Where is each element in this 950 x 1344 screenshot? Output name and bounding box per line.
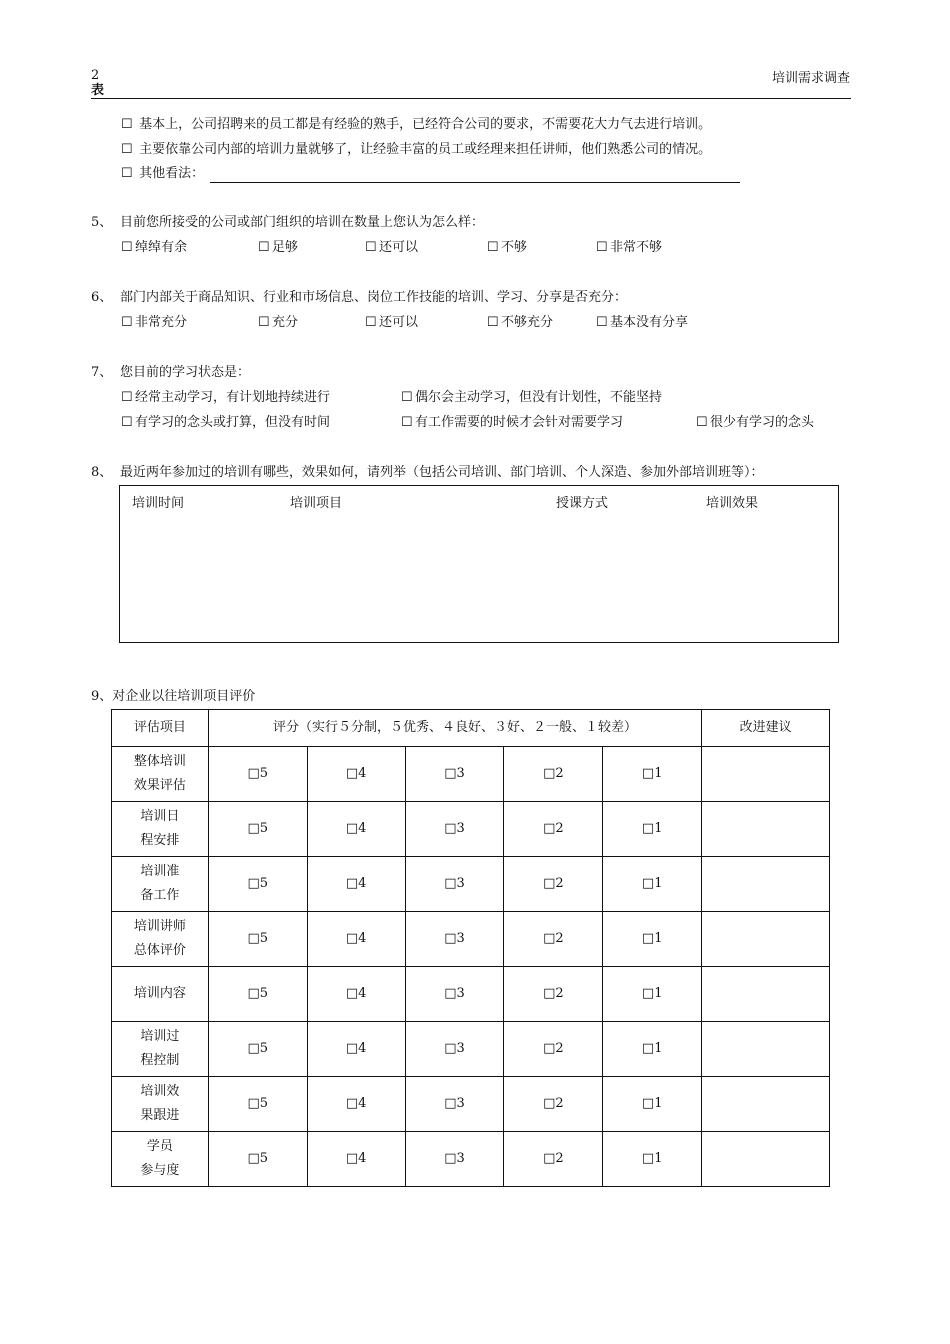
option-label: 偶尔会主动学习，但没有计划性，不能坚持 [415, 390, 663, 405]
column-header-method: 授课方式 [556, 496, 609, 511]
score-5-checkbox[interactable]: □5 [208, 747, 307, 802]
q6-question [91, 289, 627, 307]
q5-question [91, 214, 484, 232]
score-2-checkbox[interactable]: □2 [504, 802, 603, 857]
table-row [112, 912, 830, 967]
score-3-checkbox[interactable]: □3 [405, 802, 504, 857]
q7-option[interactable] [121, 414, 330, 432]
q6-option[interactable] [487, 314, 553, 332]
table-row [112, 857, 830, 912]
score-3-checkbox[interactable]: □3 [405, 912, 504, 967]
option-label: 充分 [272, 315, 299, 330]
score-1-checkbox[interactable]: □1 [603, 967, 702, 1022]
option-label: 有学习的念头或打算，但没有时间 [135, 415, 331, 430]
column-header-time: 培训时间 [132, 496, 185, 511]
evaluation-table [111, 709, 830, 1187]
checkbox-icon[interactable]: ☐ [121, 390, 133, 405]
option-label: 很少有学习的念头 [710, 415, 815, 430]
score-4-checkbox[interactable]: □4 [307, 747, 405, 802]
suggestion-cell[interactable] [702, 1132, 830, 1187]
header-rule [91, 98, 851, 99]
score-3-checkbox[interactable]: □3 [405, 967, 504, 1022]
checkbox-icon[interactable]: ☐ [121, 315, 133, 330]
score-1-checkbox[interactable]: □1 [603, 912, 702, 967]
option-label: 主要依靠公司内部的培训力量就够了，让经验丰富的员工或经理来担任讲师，他们熟悉公司的情况。 [139, 142, 712, 157]
checkbox-icon[interactable]: ☐ [121, 142, 133, 157]
q6-option[interactable] [596, 314, 688, 332]
score-4-checkbox[interactable]: □4 [307, 967, 405, 1022]
score-5-checkbox[interactable]: □5 [208, 857, 307, 912]
column-header-effect: 培训效果 [706, 496, 759, 511]
score-5-checkbox[interactable]: □5 [208, 1077, 307, 1132]
checkbox-icon[interactable]: ☐ [596, 240, 608, 255]
row-label-line2: 参与度 [140, 1163, 180, 1178]
row-label-line1: 整体培训 [133, 754, 186, 769]
q6-option[interactable] [258, 314, 298, 332]
score-5-checkbox[interactable]: □5 [208, 1022, 307, 1077]
checkbox-icon[interactable]: ☐ [121, 415, 133, 430]
checkbox-icon[interactable]: ☐ [401, 390, 413, 405]
option-label: 非常充分 [135, 315, 188, 330]
score-3-checkbox[interactable]: □3 [405, 857, 504, 912]
q8-question [91, 464, 764, 482]
checkbox-icon[interactable]: ☐ [365, 240, 377, 255]
suggestion-cell[interactable] [702, 802, 830, 857]
option-label: 非常不够 [610, 240, 663, 255]
row-label-line2: 备工作 [140, 888, 180, 903]
row-label-line1: 培训准 [140, 864, 180, 879]
q7-option[interactable] [696, 414, 814, 432]
score-2-checkbox[interactable]: □2 [504, 857, 603, 912]
q4-option-other[interactable] [121, 165, 740, 183]
score-3-checkbox[interactable]: □3 [405, 1077, 504, 1132]
training-history-box[interactable] [119, 485, 839, 643]
option-label: 绰绰有余 [135, 240, 188, 255]
row-label-line1: 培训过 [140, 1029, 180, 1044]
option-label: 足够 [272, 240, 299, 255]
q7-option[interactable] [401, 414, 623, 432]
suggestion-cell[interactable] [702, 967, 830, 1022]
row-label-line2: 程安排 [140, 833, 180, 848]
option-label: 还可以 [379, 315, 419, 330]
score-2-checkbox[interactable]: □2 [504, 967, 603, 1022]
option-label: 基本上，公司招聘来的员工都是有经验的熟手，已经符合公司的要求，不需要花大力气去进行培训。 [139, 117, 712, 132]
table-row [112, 967, 830, 1022]
q6-option[interactable] [121, 314, 187, 332]
row-label [112, 967, 209, 1022]
score-4-checkbox[interactable]: □4 [307, 802, 405, 857]
page-number-digit: 2 [91, 68, 100, 83]
row-label [112, 1132, 209, 1187]
question-text: 部门内部关于商品知识、行业和市场信息、岗位工作技能的培训、学习、分享是否充分： [120, 290, 628, 305]
score-1-checkbox[interactable]: □1 [603, 1132, 702, 1187]
score-2-checkbox[interactable]: □2 [504, 747, 603, 802]
q6-option[interactable] [365, 314, 418, 332]
score-1-checkbox[interactable]: □1 [603, 747, 702, 802]
checkbox-icon[interactable]: ☐ [258, 315, 270, 330]
table-row [112, 747, 830, 802]
q7-option[interactable] [401, 389, 662, 407]
row-label [112, 1022, 209, 1077]
checkbox-icon[interactable]: ☐ [258, 240, 270, 255]
row-label [112, 912, 209, 967]
row-label-line2: 总体评价 [133, 943, 186, 958]
q4-option-2[interactable] [121, 141, 711, 159]
table-row [112, 1132, 830, 1187]
question-text: 您目前的学习状态是： [120, 365, 251, 380]
score-1-checkbox[interactable]: □1 [603, 802, 702, 857]
score-5-checkbox[interactable]: □5 [208, 967, 307, 1022]
score-2-checkbox[interactable]: □2 [504, 1077, 603, 1132]
suggestion-cell[interactable] [702, 747, 830, 802]
row-label-line2: 果跟进 [140, 1108, 180, 1123]
table-row [112, 1077, 830, 1132]
suggestion-cell[interactable] [702, 912, 830, 967]
column-header-project: 培训项目 [290, 496, 343, 511]
row-label [112, 1077, 209, 1132]
row-label [112, 857, 209, 912]
checkbox-icon[interactable]: ☐ [401, 415, 413, 430]
row-label-line1: 学员 [146, 1139, 173, 1154]
score-1-checkbox[interactable]: □1 [603, 1022, 702, 1077]
page-number [91, 68, 104, 98]
score-4-checkbox[interactable]: □4 [307, 1132, 405, 1187]
question-text: 目前您所接受的公司或部门组织的培训在数量上您认为怎么样： [120, 215, 485, 230]
question-number: 6、 [91, 290, 113, 305]
q5-option[interactable] [487, 239, 527, 257]
table-row [112, 1022, 830, 1077]
q7-option[interactable] [121, 389, 330, 407]
score-5-checkbox[interactable]: □5 [208, 1132, 307, 1187]
row-label-line2: 程控制 [140, 1053, 180, 1068]
score-4-checkbox[interactable]: □4 [307, 1022, 405, 1077]
option-label: 不够充分 [501, 315, 554, 330]
row-label-line1: 培训日 [140, 809, 180, 824]
checkbox-icon[interactable]: ☐ [121, 117, 133, 132]
row-label [112, 747, 209, 802]
score-4-checkbox[interactable]: □4 [307, 912, 405, 967]
option-label: 不够 [501, 240, 528, 255]
checkbox-icon[interactable]: ☐ [596, 315, 608, 330]
row-label-line1: 培训内容 [133, 986, 186, 1001]
score-3-checkbox[interactable]: □3 [405, 1022, 504, 1077]
option-label: 还可以 [379, 240, 419, 255]
score-2-checkbox[interactable]: □2 [504, 912, 603, 967]
score-2-checkbox[interactable]: □2 [504, 1132, 603, 1187]
header-suggestion: 改进建议 [702, 710, 830, 747]
question-number: 5、 [91, 215, 113, 230]
document-title: 培训需求调查 [771, 71, 850, 86]
row-label [112, 802, 209, 857]
table-row [112, 802, 830, 857]
suggestion-cell[interactable] [702, 1022, 830, 1077]
checkbox-icon[interactable]: ☐ [121, 240, 133, 255]
suggestion-cell[interactable] [702, 857, 830, 912]
q5-option[interactable] [596, 239, 662, 257]
score-3-checkbox[interactable]: □3 [405, 747, 504, 802]
score-1-checkbox[interactable]: □1 [603, 857, 702, 912]
score-3-checkbox[interactable]: □3 [405, 1132, 504, 1187]
score-2-checkbox[interactable]: □2 [504, 1022, 603, 1077]
q7-question [91, 364, 250, 382]
score-1-checkbox[interactable]: □1 [603, 1077, 702, 1132]
checkbox-icon[interactable]: ☐ [487, 240, 499, 255]
q9-title: 9、对企业以往培训项目评价 [91, 689, 256, 704]
option-label: 经常主动学习，有计划地持续进行 [135, 390, 331, 405]
option-label: 有工作需要的时候才会针对需要学习 [415, 415, 624, 430]
question-number: 8、 [91, 465, 113, 480]
q4-option-1[interactable] [121, 116, 711, 134]
q5-option[interactable] [365, 239, 418, 257]
question-text: 最近两年参加过的培训有哪些，效果如何，请列举（包括公司培训、部门培训、个人深造、参加外部培训班等）： [120, 465, 764, 480]
question-number: 7、 [91, 365, 113, 380]
checkbox-icon[interactable]: ☐ [121, 166, 133, 181]
q5-option[interactable] [121, 239, 187, 257]
other-opinion-field[interactable] [210, 168, 740, 183]
checkbox-icon[interactable]: ☐ [365, 315, 377, 330]
table-header-row [112, 710, 830, 747]
score-5-checkbox[interactable]: □5 [208, 912, 307, 967]
score-4-checkbox[interactable]: □4 [307, 1077, 405, 1132]
row-label-line1: 培训讲师 [133, 919, 186, 934]
checkbox-icon[interactable]: ☐ [696, 415, 708, 430]
header-item: 评估项目 [112, 710, 209, 747]
option-label: 基本没有分享 [610, 315, 689, 330]
score-4-checkbox[interactable]: □4 [307, 857, 405, 912]
score-5-checkbox[interactable]: □5 [208, 802, 307, 857]
q5-option[interactable] [258, 239, 298, 257]
page-number-suffix: 表 [91, 83, 105, 98]
row-label-line2: 效果评估 [133, 778, 186, 793]
row-label-line1: 培训效 [140, 1084, 180, 1099]
header-score: 评分（实行５分制，５优秀、４良好、３好、２一般、１较差） [208, 710, 701, 747]
suggestion-cell[interactable] [702, 1077, 830, 1132]
option-label: 其他看法： [139, 166, 205, 181]
checkbox-icon[interactable]: ☐ [487, 315, 499, 330]
